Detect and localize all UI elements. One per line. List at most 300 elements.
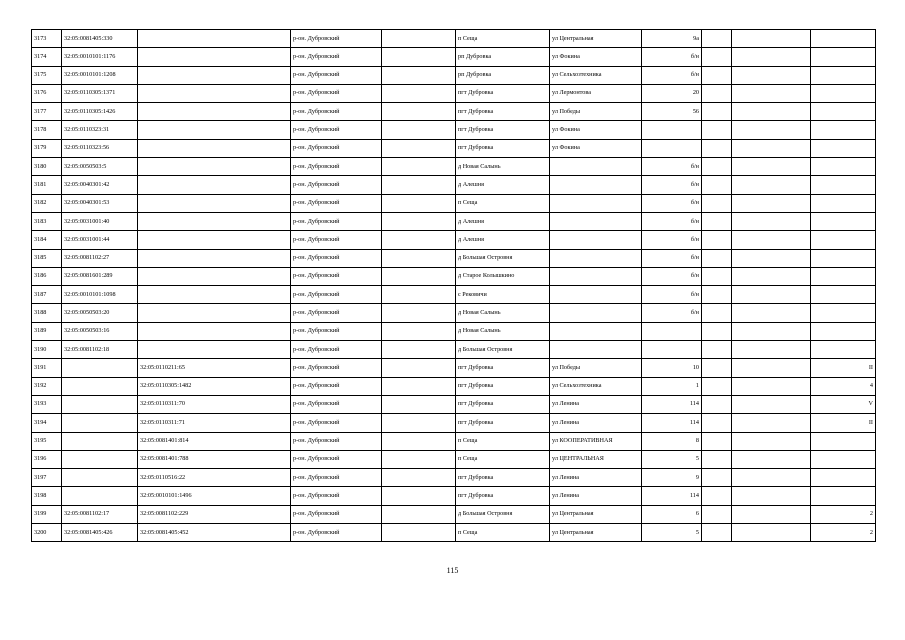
extra-cell: II	[811, 414, 876, 432]
district-cell: р-он. Дубровский	[291, 286, 382, 304]
new-cadastral-number-cell	[138, 286, 291, 304]
extra-cell	[732, 267, 811, 285]
row-number-cell: 3184	[32, 231, 62, 249]
new-cadastral-number-cell	[138, 66, 291, 84]
empty-cell	[382, 267, 456, 285]
house-number-cell: б/н	[642, 194, 702, 212]
table-row	[32, 66, 876, 84]
locality-cell: пгт Дубровка	[456, 395, 550, 413]
new-cadastral-number-cell	[138, 249, 291, 267]
district-cell: р-он. Дубровский	[291, 66, 382, 84]
empty-cell	[382, 194, 456, 212]
empty-cell	[382, 121, 456, 139]
extra-cell	[702, 66, 732, 84]
table-row	[32, 414, 876, 432]
cadastral-number-cell	[62, 432, 138, 450]
cadastral-number-cell	[62, 377, 138, 395]
row-number-cell: 3176	[32, 84, 62, 102]
street-cell: ул Центральная	[550, 30, 642, 48]
row-number-cell: 3191	[32, 359, 62, 377]
empty-cell	[382, 524, 456, 542]
extra-cell	[702, 469, 732, 487]
extra-cell	[811, 121, 876, 139]
street-cell: ул Ленина	[550, 395, 642, 413]
cadastral-number-cell: 32:05:0110323:31	[62, 121, 138, 139]
extra-cell	[811, 212, 876, 230]
row-number-cell: 3185	[32, 249, 62, 267]
empty-cell	[382, 176, 456, 194]
street-cell: ул Ленина	[550, 414, 642, 432]
row-number-cell: 3181	[32, 176, 62, 194]
row-number-cell: 3196	[32, 450, 62, 468]
extra-cell	[732, 322, 811, 340]
extra-cell	[732, 450, 811, 468]
street-cell: ул Фокина	[550, 139, 642, 157]
locality-cell: д Алешня	[456, 212, 550, 230]
new-cadastral-number-cell: 32:05:0110305:1482	[138, 377, 291, 395]
extra-cell	[732, 30, 811, 48]
cadastral-number-cell: 32:05:0050503:16	[62, 322, 138, 340]
district-cell: р-он. Дубровский	[291, 469, 382, 487]
new-cadastral-number-cell	[138, 194, 291, 212]
house-number-cell	[642, 322, 702, 340]
extra-cell	[702, 359, 732, 377]
street-cell: ул Центральная	[550, 505, 642, 523]
locality-cell: п Сеща	[456, 30, 550, 48]
table-row	[32, 432, 876, 450]
extra-cell	[732, 194, 811, 212]
house-number-cell	[642, 341, 702, 359]
extra-cell: II	[811, 359, 876, 377]
street-cell	[550, 176, 642, 194]
table-row	[32, 103, 876, 121]
locality-cell: рп Дубровка	[456, 48, 550, 66]
extra-cell	[702, 176, 732, 194]
new-cadastral-number-cell: 32:05:0081405:452	[138, 524, 291, 542]
locality-cell: д Большая Островня	[456, 249, 550, 267]
district-cell: р-он. Дубровский	[291, 267, 382, 285]
extra-cell	[702, 505, 732, 523]
cadastral-number-cell: 32:05:0040301:42	[62, 176, 138, 194]
street-cell: ул Центральная	[550, 524, 642, 542]
district-cell: р-он. Дубровский	[291, 432, 382, 450]
house-number-cell	[642, 121, 702, 139]
row-number-cell: 3177	[32, 103, 62, 121]
district-cell: р-он. Дубровский	[291, 121, 382, 139]
locality-cell: пгт Дубровка	[456, 139, 550, 157]
table-row	[32, 395, 876, 413]
extra-cell	[702, 395, 732, 413]
locality-cell: пгт Дубровка	[456, 359, 550, 377]
new-cadastral-number-cell	[138, 267, 291, 285]
street-cell: ул Сельхозтехника	[550, 66, 642, 84]
table-row	[32, 158, 876, 176]
house-number-cell: 5	[642, 524, 702, 542]
cadastral-number-cell	[62, 469, 138, 487]
cadastral-number-cell	[62, 359, 138, 377]
new-cadastral-number-cell	[138, 158, 291, 176]
new-cadastral-number-cell	[138, 121, 291, 139]
house-number-cell: б/н	[642, 48, 702, 66]
new-cadastral-number-cell	[138, 176, 291, 194]
cadastral-number-cell: 32:05:0081601:289	[62, 267, 138, 285]
district-cell: р-он. Дубровский	[291, 450, 382, 468]
empty-cell	[382, 322, 456, 340]
locality-cell: рп Дубровка	[456, 66, 550, 84]
locality-cell: пгт Дубровка	[456, 377, 550, 395]
empty-cell	[382, 231, 456, 249]
house-number-cell: 56	[642, 103, 702, 121]
cadastral-number-cell: 32:05:0031001:44	[62, 231, 138, 249]
district-cell: р-он. Дубровский	[291, 414, 382, 432]
extra-cell	[811, 249, 876, 267]
extra-cell	[732, 304, 811, 322]
locality-cell: д Алешня	[456, 176, 550, 194]
cadastral-number-cell: 32:05:0081102:27	[62, 249, 138, 267]
extra-cell	[702, 121, 732, 139]
street-cell: ул КООПЕРАТИВНАЯ	[550, 432, 642, 450]
empty-cell	[382, 487, 456, 505]
street-cell	[550, 267, 642, 285]
row-number-cell: 3194	[32, 414, 62, 432]
house-number-cell: 10	[642, 359, 702, 377]
cadastral-number-cell	[62, 414, 138, 432]
street-cell	[550, 158, 642, 176]
new-cadastral-number-cell: 32:05:0081102:229	[138, 505, 291, 523]
row-number-cell: 3195	[32, 432, 62, 450]
house-number-cell: 1	[642, 377, 702, 395]
row-number-cell: 3200	[32, 524, 62, 542]
cadastral-number-cell: 32:05:0081102:17	[62, 505, 138, 523]
house-number-cell: 114	[642, 395, 702, 413]
extra-cell	[702, 212, 732, 230]
district-cell: р-он. Дубровский	[291, 48, 382, 66]
district-cell: р-он. Дубровский	[291, 395, 382, 413]
extra-cell	[811, 322, 876, 340]
row-number-cell: 3183	[32, 212, 62, 230]
extra-cell	[702, 194, 732, 212]
table-row	[32, 267, 876, 285]
table-row	[32, 377, 876, 395]
table-row	[32, 121, 876, 139]
house-number-cell: 5	[642, 450, 702, 468]
extra-cell	[702, 377, 732, 395]
new-cadastral-number-cell	[138, 48, 291, 66]
extra-cell	[811, 66, 876, 84]
extra-cell	[702, 341, 732, 359]
empty-cell	[382, 249, 456, 267]
street-cell	[550, 231, 642, 249]
row-number-cell: 3180	[32, 158, 62, 176]
extra-cell	[811, 176, 876, 194]
extra-cell	[811, 469, 876, 487]
new-cadastral-number-cell: 32:05:0110211:65	[138, 359, 291, 377]
new-cadastral-number-cell	[138, 103, 291, 121]
table-row	[32, 231, 876, 249]
house-number-cell: б/н	[642, 231, 702, 249]
table-row	[32, 322, 876, 340]
house-number-cell: 9а	[642, 30, 702, 48]
house-number-cell: 114	[642, 487, 702, 505]
extra-cell	[702, 414, 732, 432]
extra-cell	[732, 139, 811, 157]
district-cell: р-он. Дубровский	[291, 103, 382, 121]
row-number-cell: 3190	[32, 341, 62, 359]
house-number-cell: б/н	[642, 249, 702, 267]
house-number-cell: 9	[642, 469, 702, 487]
street-cell: ул ЦЕНТРАЛЬНАЯ	[550, 450, 642, 468]
house-number-cell: б/н	[642, 158, 702, 176]
extra-cell	[702, 48, 732, 66]
new-cadastral-number-cell	[138, 139, 291, 157]
street-cell	[550, 249, 642, 267]
extra-cell	[732, 66, 811, 84]
new-cadastral-number-cell: 32:05:0110311:71	[138, 414, 291, 432]
locality-cell: п Сеща	[456, 432, 550, 450]
extra-cell	[732, 432, 811, 450]
row-number-cell: 3174	[32, 48, 62, 66]
row-number-cell: 3173	[32, 30, 62, 48]
street-cell: ул Победы	[550, 103, 642, 121]
new-cadastral-number-cell	[138, 30, 291, 48]
extra-cell	[732, 231, 811, 249]
extra-cell	[702, 267, 732, 285]
extra-cell	[732, 286, 811, 304]
table-row	[32, 341, 876, 359]
street-cell	[550, 286, 642, 304]
extra-cell: 4	[811, 377, 876, 395]
district-cell: р-он. Дубровский	[291, 524, 382, 542]
house-number-cell: б/н	[642, 267, 702, 285]
extra-cell	[811, 487, 876, 505]
extra-cell	[732, 341, 811, 359]
cadastral-number-cell: 32:05:0081102:18	[62, 341, 138, 359]
extra-cell: V	[811, 395, 876, 413]
district-cell: р-он. Дубровский	[291, 377, 382, 395]
cadastral-number-cell: 32:05:0110323:56	[62, 139, 138, 157]
street-cell	[550, 194, 642, 212]
extra-cell	[732, 249, 811, 267]
empty-cell	[382, 30, 456, 48]
cadastral-number-cell: 32:05:0110305:1426	[62, 103, 138, 121]
table-row	[32, 304, 876, 322]
house-number-cell: 8	[642, 432, 702, 450]
table-row	[32, 286, 876, 304]
extra-cell	[811, 139, 876, 157]
cadastral-number-cell: 32:05:0010101:1098	[62, 286, 138, 304]
locality-cell: пгт Дубровка	[456, 84, 550, 102]
extra-cell	[702, 139, 732, 157]
table-row	[32, 194, 876, 212]
empty-cell	[382, 66, 456, 84]
street-cell	[550, 304, 642, 322]
table-body	[32, 30, 876, 542]
locality-cell: с Рековичи	[456, 286, 550, 304]
cadastral-number-cell: 32:05:0031001:40	[62, 212, 138, 230]
street-cell: ул Ленина	[550, 487, 642, 505]
extra-cell	[811, 103, 876, 121]
house-number-cell: б/н	[642, 212, 702, 230]
district-cell: р-он. Дубровский	[291, 212, 382, 230]
locality-cell: пгт Дубровка	[456, 487, 550, 505]
cadastral-number-cell: 32:05:0050503:20	[62, 304, 138, 322]
locality-cell: п Сеща	[456, 450, 550, 468]
cadastral-number-cell: 32:05:0050503:5	[62, 158, 138, 176]
extra-cell	[702, 487, 732, 505]
new-cadastral-number-cell	[138, 212, 291, 230]
district-cell: р-он. Дубровский	[291, 487, 382, 505]
empty-cell	[382, 48, 456, 66]
extra-cell	[811, 304, 876, 322]
district-cell: р-он. Дубровский	[291, 84, 382, 102]
table-row	[32, 450, 876, 468]
extra-cell	[732, 377, 811, 395]
row-number-cell: 3187	[32, 286, 62, 304]
extra-cell	[811, 30, 876, 48]
empty-cell	[382, 341, 456, 359]
district-cell: р-он. Дубровский	[291, 505, 382, 523]
new-cadastral-number-cell: 32:05:0010101:1496	[138, 487, 291, 505]
locality-cell: п Сеща	[456, 524, 550, 542]
table-row	[32, 359, 876, 377]
locality-cell: д Старое Колышкино	[456, 267, 550, 285]
page-number: 115	[446, 566, 459, 575]
empty-cell	[382, 432, 456, 450]
table-row	[32, 487, 876, 505]
row-number-cell: 3186	[32, 267, 62, 285]
house-number-cell: б/н	[642, 304, 702, 322]
extra-cell	[732, 176, 811, 194]
locality-cell: д Новая Салынь	[456, 322, 550, 340]
extra-cell	[702, 286, 732, 304]
extra-cell	[811, 158, 876, 176]
row-number-cell: 3179	[32, 139, 62, 157]
street-cell	[550, 322, 642, 340]
table-row	[32, 249, 876, 267]
table-row	[32, 139, 876, 157]
empty-cell	[382, 469, 456, 487]
extra-cell	[811, 450, 876, 468]
table-row	[32, 48, 876, 66]
district-cell: р-он. Дубровский	[291, 322, 382, 340]
street-cell: ул Победы	[550, 359, 642, 377]
row-number-cell: 3199	[32, 505, 62, 523]
locality-cell: д Большая Островня	[456, 505, 550, 523]
extra-cell	[811, 84, 876, 102]
empty-cell	[382, 377, 456, 395]
extra-cell	[811, 194, 876, 212]
table-row	[32, 84, 876, 102]
street-cell	[550, 341, 642, 359]
street-cell: ул Фокина	[550, 48, 642, 66]
table-row	[32, 524, 876, 542]
new-cadastral-number-cell: 32:05:0110311:70	[138, 395, 291, 413]
row-number-cell: 3197	[32, 469, 62, 487]
row-number-cell: 3175	[32, 66, 62, 84]
row-number-cell: 3189	[32, 322, 62, 340]
extra-cell	[811, 286, 876, 304]
empty-cell	[382, 286, 456, 304]
table-row	[32, 30, 876, 48]
table-row	[32, 505, 876, 523]
extra-cell	[702, 304, 732, 322]
extra-cell	[811, 432, 876, 450]
extra-cell	[732, 469, 811, 487]
cadastral-number-cell: 32:05:0010101:1176	[62, 48, 138, 66]
street-cell: ул Лермонтова	[550, 84, 642, 102]
empty-cell	[382, 84, 456, 102]
empty-cell	[382, 158, 456, 176]
extra-cell	[732, 158, 811, 176]
district-cell: р-он. Дубровский	[291, 176, 382, 194]
new-cadastral-number-cell: 32:05:0081401:814	[138, 432, 291, 450]
empty-cell	[382, 304, 456, 322]
district-cell: р-он. Дубровский	[291, 158, 382, 176]
extra-cell	[732, 505, 811, 523]
extra-cell	[811, 341, 876, 359]
house-number-cell: 6	[642, 505, 702, 523]
empty-cell	[382, 139, 456, 157]
extra-cell	[702, 322, 732, 340]
empty-cell	[382, 359, 456, 377]
district-cell: р-он. Дубровский	[291, 30, 382, 48]
street-cell	[550, 212, 642, 230]
locality-cell: пгт Дубровка	[456, 103, 550, 121]
district-cell: р-он. Дубровский	[291, 341, 382, 359]
extra-cell	[732, 414, 811, 432]
locality-cell: п Сеща	[456, 194, 550, 212]
locality-cell: пгт Дубровка	[456, 469, 550, 487]
street-cell: ул Ленина	[550, 469, 642, 487]
extra-cell	[702, 450, 732, 468]
extra-cell	[732, 524, 811, 542]
cadastral-number-cell: 32:05:0040301:53	[62, 194, 138, 212]
row-number-cell: 3182	[32, 194, 62, 212]
extra-cell	[732, 103, 811, 121]
cadastral-number-cell: 32:05:0110305:1371	[62, 84, 138, 102]
cadastral-number-cell	[62, 450, 138, 468]
extra-cell	[732, 212, 811, 230]
house-number-cell: 20	[642, 84, 702, 102]
extra-cell	[702, 524, 732, 542]
extra-cell	[732, 395, 811, 413]
extra-cell: 2	[811, 524, 876, 542]
empty-cell	[382, 450, 456, 468]
new-cadastral-number-cell: 32:05:0110516:22	[138, 469, 291, 487]
locality-cell: д Алешня	[456, 231, 550, 249]
extra-cell	[702, 231, 732, 249]
street-cell: ул Фокина	[550, 121, 642, 139]
extra-cell	[702, 158, 732, 176]
row-number-cell: 3198	[32, 487, 62, 505]
house-number-cell	[642, 139, 702, 157]
row-number-cell: 3178	[32, 121, 62, 139]
street-cell: ул Сельхозтехника	[550, 377, 642, 395]
new-cadastral-number-cell	[138, 84, 291, 102]
locality-cell: д Новая Салынь	[456, 304, 550, 322]
table-row	[32, 176, 876, 194]
table-row	[32, 212, 876, 230]
district-cell: р-он. Дубровский	[291, 249, 382, 267]
locality-cell: пгт Дубровка	[456, 414, 550, 432]
cadastral-number-cell: 32:05:0010101:1208	[62, 66, 138, 84]
district-cell: р-он. Дубровский	[291, 231, 382, 249]
row-number-cell: 3188	[32, 304, 62, 322]
locality-cell: д Большая Островня	[456, 341, 550, 359]
new-cadastral-number-cell	[138, 304, 291, 322]
house-number-cell: б/н	[642, 66, 702, 84]
cadastral-number-cell	[62, 395, 138, 413]
